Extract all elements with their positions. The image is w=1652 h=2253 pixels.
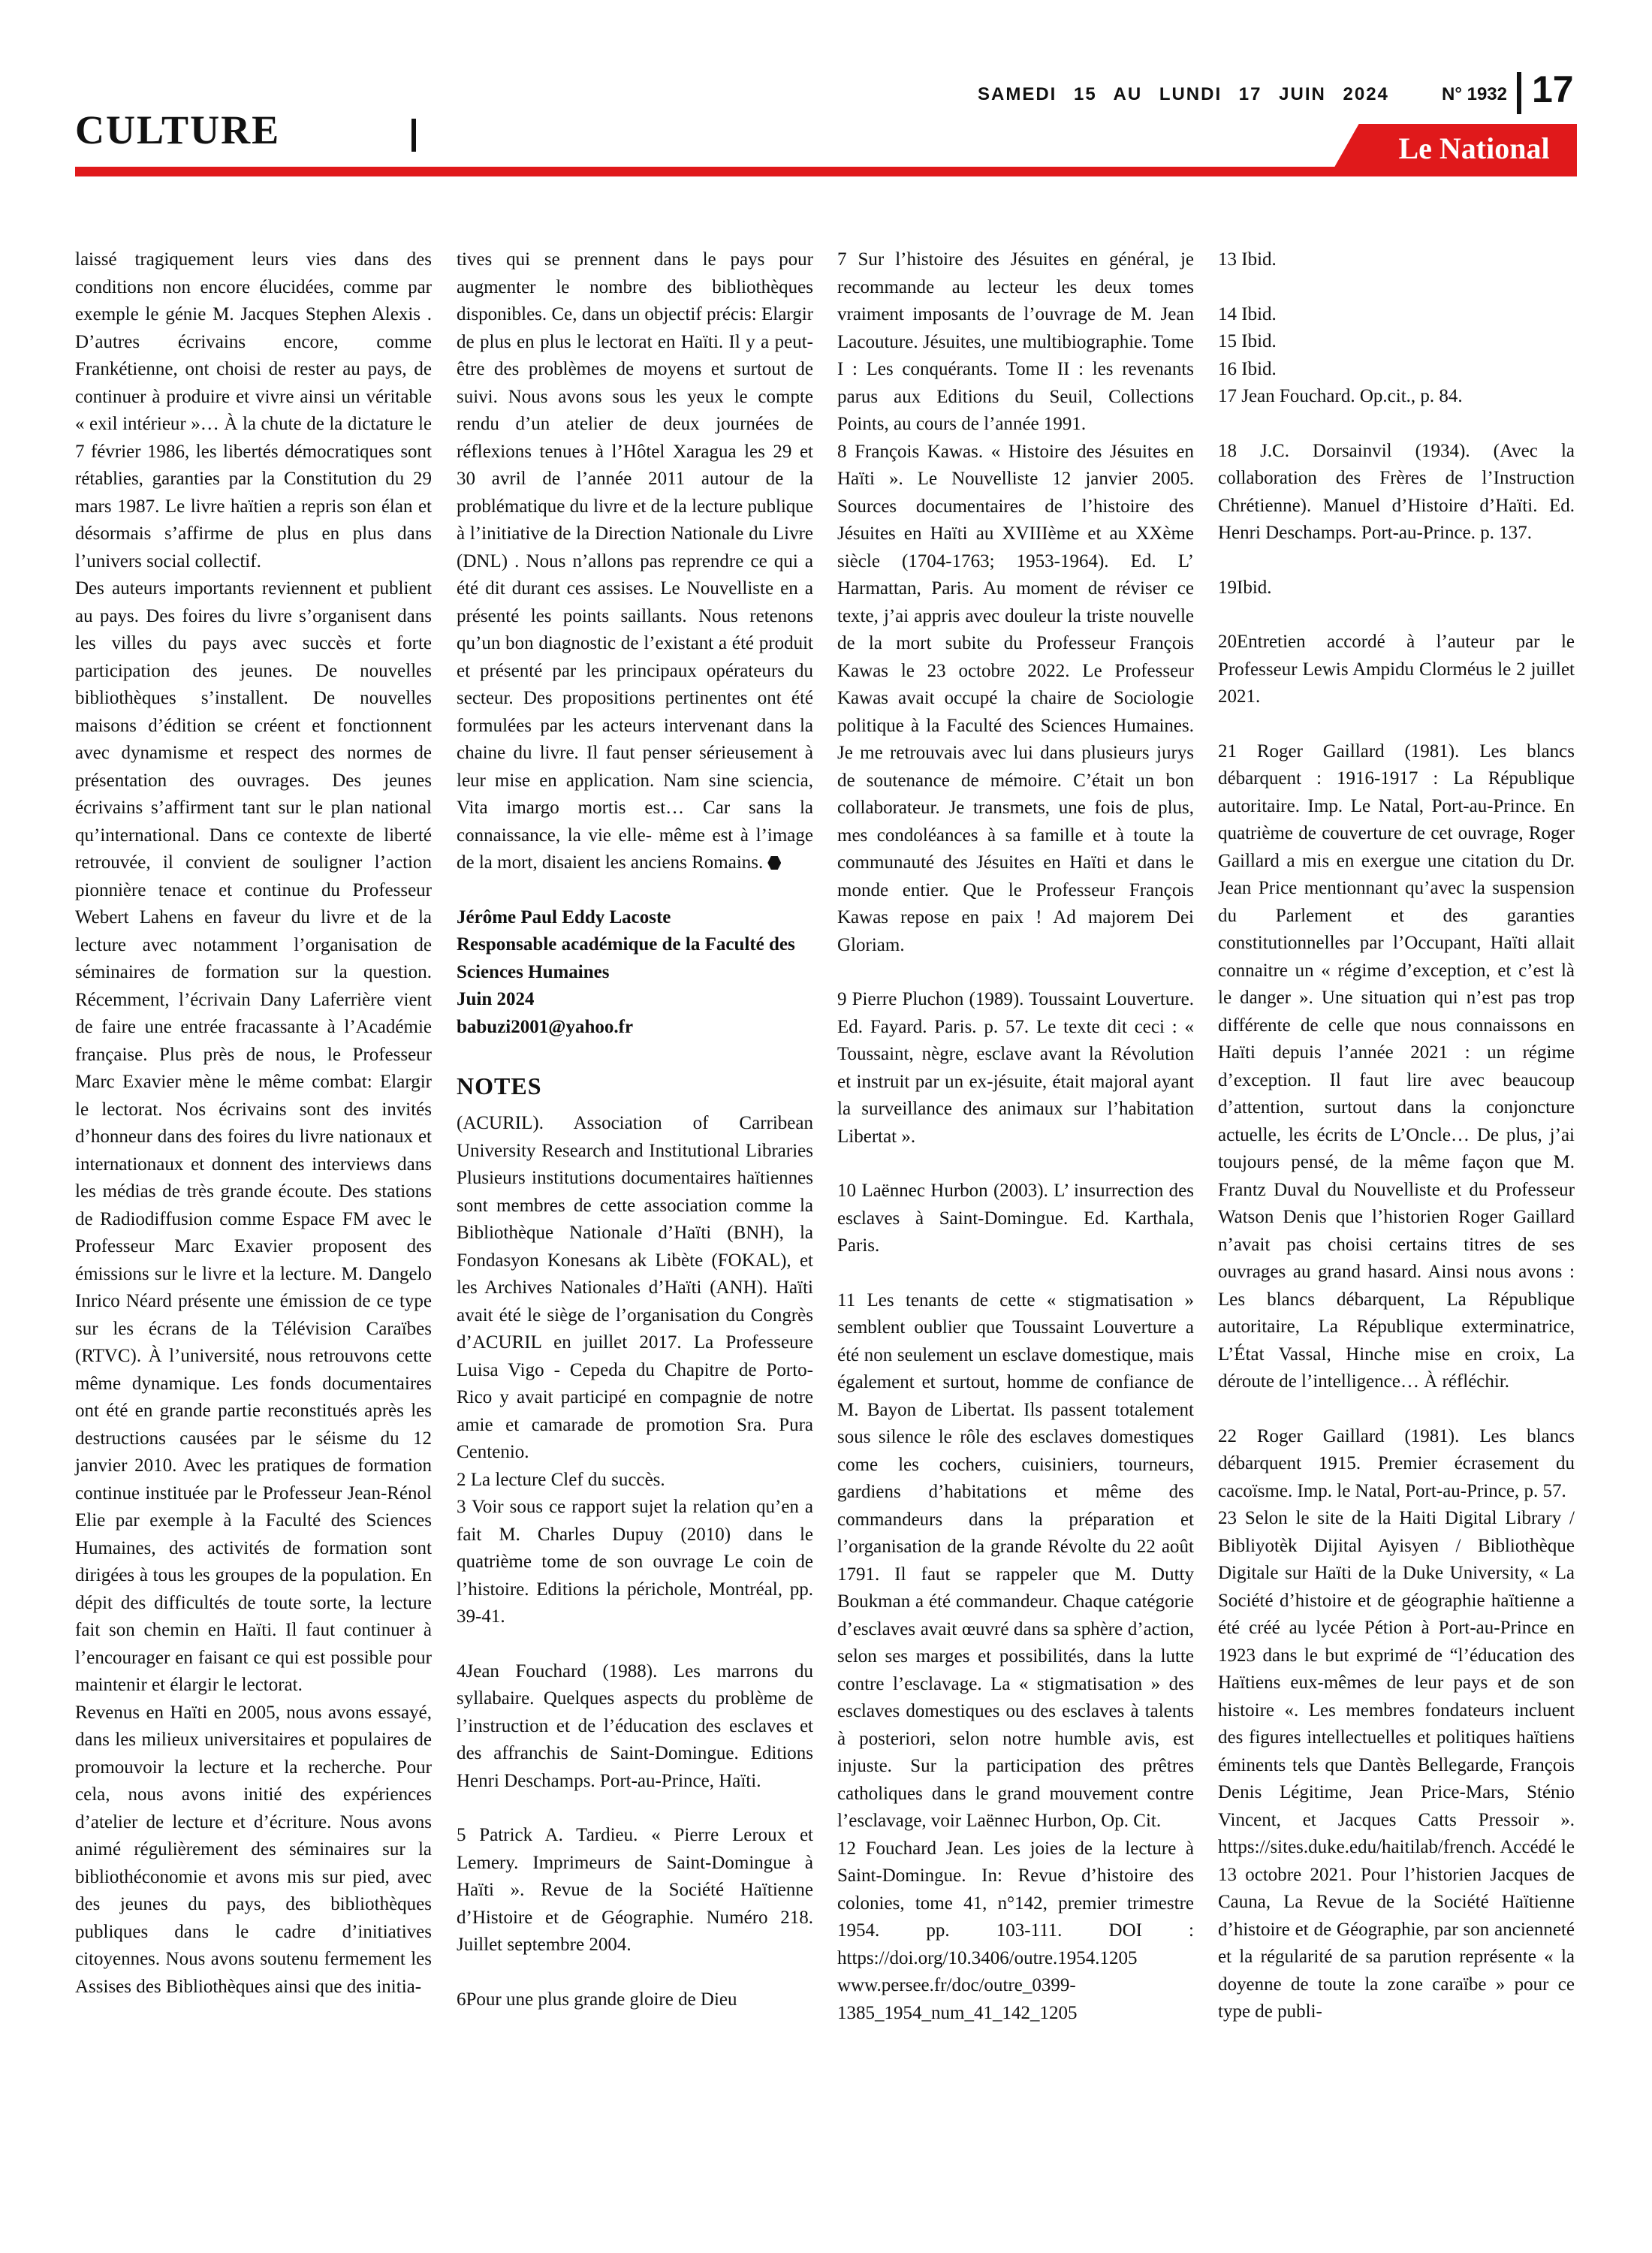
article-paragraph: Des auteurs importants reviennent et publient au pays. Des foires du livre s’organisent dans les villes du pays avec succès et forte participation des jeunes. De nouvelles bibliothèques s’installent. De nouvelles maisons d’édition se créent et fonctionnent avec dynamisme et respect des normes de présentation des ouvrages. Des jeunes écrivains s’affirment tant sur le plan national qu’international. Dans ce contexte de liberté retrouvée, il convient de souligner l’action pionnière tenace et continue du Professeur Webert Lahens en faveur du livre et de la lecture avec notamment l’organisation de séminaires de formation sur la question. Récemment, l’écrivain Dany Laferrière vient de faire une entrée fracassante à l’Académie française. Plus près de nous, le Professeur Marc Exavier mène le même combat: Elargir le lectorat. Nos écrivains sont des invités d’honneur dans des foires du livre nationaux et internationaux et donnent des interviews dans les médias de très grande écoute. Des stations de Radiodiffusion comme Espace FM avec le Professeur Marc Exavier proposent des émissions sur le livre et la lecture. M. Dangelo Inrico Néard présente une émission de ce type sur les écrans de la Télévision Caraïbes (RTVC). À l’université, nous retrouvons cette même dynamique. Les fonds documentaires ont été en grande partie reconstitués après les destructions causées par le séisme du 12 janvier 2010. Avec les pratiques de formation continue instituée par le Professeur Jean-Rénol Elie par exemple à la Faculté des Sciences Humaines, des activités de formation sont dirigées à tous les groupes de la population. En dépit des difficultés de toute sorte, la lecture fait son chemin en Haïti. Il faut continuer à l’encourager en faisant ce qui est possible pour maintenir et élargir le lectorat. (75, 578, 432, 1695)
notes-column-4 (1218, 246, 1575, 2026)
page-number: 17 (1532, 68, 1574, 110)
article-column-1 (75, 246, 432, 2001)
note-item: 17 Jean Fouchard. Op.cit., p. 84. (1218, 386, 1463, 406)
note-item: 9 Pierre Pluchon (1989). Toussaint Louverture. Ed. Fayard. Paris. p. 57. Le texte dit ceci : « Toussaint, nègre, esclave avant la Révolution et instruit par un ex-jésuite, était majoral ayant la surveillance des animaux sur l’habitation Libertat ». (837, 989, 1194, 1147)
author-name: Jérôme Paul Eddy Lacoste (457, 906, 671, 927)
note-item: 18 J.C. Dorsainvil (1934). (Avec la collaboration des Frères de l’Instruction Chrétienne). Manuel d’Histoire d’Haïti. Ed. Henri Deschamps. Port-au-Prince. p. 137. (1218, 440, 1575, 543)
article-paragraph-text: tives qui se prennent dans le pays pour augmenter le nombre des bibliothèques disponibles. Ce, dans un objectif précis: Elargir de plus en plus le lectorat en Haïti. Il y a peut-être des problèmes de moyens et surtout de suivi. Nous avons sous les yeux le compte rendu d’un atelier de deux journées de réflexions tenues à l’Hôtel Xaragua les 29 et 30 avril de l’année 2011 autour de la problématique du livre et de la lecture publique à l’initiative de la Direction Nationale du Livre (DNL) . Nous n’allons pas reprendre ce qui a été dit durant ces assises. Le Nouvelliste en a présenté les points saillants. Nous retenons qu’un bon diagnostic de l’existant a été produit et présenté par les principaux opérateurs du secteur. Des propositions pertinentes ont été formulées par les acteurs intervenant dans la chaine du livre. Il faut penser sérieusement à leur mise en application. Nam sine sciencia, Vita imargo mortis est… Car sans la connaissance, la vie elle- même est à l’image de la mort, disaient les anciens Romains. (457, 249, 813, 873)
note-item: 11 Les tenants de cette « stigmatisation » semblent oublier que Toussaint Louverture a été non seulement un esclave domestique, mais également et surtout, homme de confiance de M. Bayon de Libertat. Ils passent totalement sous silence le rôle des esclaves domestiques come les cochers, cuisiniers, tourneurs, gardiens d’habitations et même des commandeurs dans la préparation et l’organisation de la grande Révolte du 22 août 1791. Il faut se rappeler que M. Dutty Boukman a été commandeur. Chaque catégorie d’esclaves avait œuvré dans sa sphère d’action, selon ses marges et possibilités, dans la lutte contre l’esclavage. La « stigmatisation » des esclaves domestiques ou des esclaves à talents à posteriori, selon notre humble avis, est injuste. Sur la participation des prêtres catholiques dans le grand mouvement contre l’esclavage, voir Laënnec Hurbon, Op. Cit. (837, 1289, 1194, 1831)
page-number-separator (1517, 72, 1521, 114)
end-of-article-icon (767, 856, 781, 870)
note-item: 2 La lecture Clef du succès. (457, 1469, 665, 1490)
note-item: 5 Patrick A. Tardieu. « Pierre Leroux et Lemery. Imprimeurs de Saint-Domingue à Haïti ». Revue de la Société Haïtienne d’Histoire et de Géographie. Numéro 218. Juillet septembre 2004. (457, 1825, 813, 1955)
article-paragraph (457, 246, 813, 877)
note-item: 8 François Kawas. « Histoire des Jésuites en Haïti ». Le Nouvelliste 12 janvier 2005. Sources documentaires de l’histoire des Jésuites en Haïti au XVIIIème et au XXème siècle (1704-1763; 1953-1964). Ed. L’ Harmattan, Paris. Au moment de réviser ce texte, j’ai appris avec douleur la triste nouvelle de la mort subite du Professeur François Kawas le 23 octobre 2022. Le Professeur Kawas avait occupé la chaire de Sociologie politique à la Faculté des Sciences Humaines. Je me retrouvais avec lui dans plusieurs jurys de soutenance de mémoire. C’était un bon collaborateur. Je transmets, une fois de plus, mes condoléances à sa famille et à toute la communauté des Jésuites en Haïti et dans le monde entier. Que le Professeur François Kawas repose en paix ! Ad majorem Dei Gloriam. (837, 441, 1194, 955)
note-item: 22 Roger Gaillard (1981). Les blancs débarquent 1915. Premier écrasement du cacoïsme. Imp. le Natal, Port-au-Prince, p. 57. (1218, 1425, 1575, 1501)
note-item: 21 Roger Gaillard (1981). Les blancs débarquent : 1916-1917 : La République autoritaire. Imp. Le Natal, Port-au-Prince. En quatrième de couverture de cet ouvrage, Roger Gaillard a mis en exergue une citation du Dr. Jean Price mentionnant qu’avec la suspension du Parlement et des garanties constitutionnelles par l’Occupant, Haïti allait connaitre un « régime d’exception, et c’est là le danger ». Une situation qui n’est pas trop différente de celle que nous connaissons en Haïti depuis l’année 2021 : un régime d’exception. Il faut lire avec beaucoup d’attention, surtout dans la conjoncture actuelle, les écrits de L’Oncle… De plus, j’ai toujours pensé, de la même façon que M. Frantz Duval du Nouvelliste et du Professeur Watson Denis que l’historien Roger Gaillard n’avait pas choisi certains titres de ses ouvrages au grand hasard. Ainsi nous avons : Les blancs débarquent, La République autoritaire, La République exterminatrice, L’État Vassal, Hinche mise en croix, La déroute de l’intelligence… À réfléchir. (1218, 740, 1575, 1392)
brand-name: Le National (1398, 131, 1550, 165)
note-item: 23 Selon le site de la Haiti Digital Library / Bibliyotèk Dijital Ayisyen / Bibliothèque Digitale sur Haïti de la Duke University, « La Société d’histoire et de géographie haïtienne a été créé au lycée Pétion à Port-au-Prince en 1923 dans le but exprimé de “l’éducation des Haïtiens eux-mêmes de leur pays et de son histoire «. Les membres fondateurs incluent des figures intellectuelles et politiques haïtiens éminents tels que Dantès Bellegarde, François Denis Légitime, Jean Price-Mars, Sténio Vincent, et Jacques Catts Pressoir ». https://sites.duke.edu/haitilab/french. Accédé le 13 octobre 2021. Pour l’historien Jacques de Cauna, La Revue de la Société Haïtienne d’histoire et de Géographie, par son ancienneté et la régularité de sa parution représente « la doyenne de toute la zone caraïbe » pour ce type de publi- (1218, 1508, 1575, 2022)
author-title: Responsable académique de la Faculté des Sciences Humaines (457, 934, 795, 982)
note-item: 20Entretien accordé à l’auteur par le Professeur Lewis Ampidu Clorméus le 2 juillet 2021. (1218, 632, 1575, 707)
note-item: 15 Ibid. (1218, 331, 1277, 351)
note-item: 6Pour une plus grande gloire de Dieu (457, 1989, 737, 2010)
author-date: Juin 2024 (457, 989, 535, 1009)
page-header (0, 0, 1652, 188)
author-email: babuzi2001@yahoo.fr (457, 1016, 634, 1037)
note-item: 10 Laënnec Hurbon (2003). L’ insurrection des esclaves à Saint-Domingue. Ed. Karthala, Paris. (837, 1181, 1194, 1256)
note-item: 19Ibid. (1218, 577, 1272, 598)
article-paragraph: Revenus en Haïti en 2005, nous avons essayé, dans les milieux universitaires et populaires de promouvoir la lecture et la recherche. Pour cela, nous avons initié des expériences d’atelier de lecture et d’écriture. Nous avons animé régulièrement des séminaires sur la bibliothéconomie et avons mis sur pied, avec des jeunes du pays, des bibliothèques publiques dans le cadre d’initiatives citoyennes. Nous avons soutenu fermement les Assises des Bibliothèques ainsi que des initia- (75, 1702, 432, 1997)
note-item: 12 Fouchard Jean. Les joies de la lecture à Saint-Domingue. In: Revue d’histoire des colonies, tome 41, n°142, premier trimestre 1954. pp. 103-111. DOI : https://doi.org/10.3406/outre.1954.1205 www.persee.fr/doc/outre_0399-1385_1954_num_41_142_1205 (837, 1838, 1194, 2023)
note-item: 7 Sur l’histoire des Jésuites en général, je recommande au lecteur les deux tomes vraiment imposants de l’ouvrage de M. Jean Lacouture. Jésuites, une multibiographie. Tome I : Les conquérants. Tome II : les revenants parus aux Editions du Seuil, Collections Points, au cours de l’année 1991. (837, 249, 1194, 434)
notes-column-3 (837, 246, 1194, 2027)
section-separator (411, 119, 416, 152)
note-item: 3 Voir sous ce rapport sujet la relation qu’en a fait M. Charles Dupuy (2010) dans le quatrième tome de son ouvrage Le coin de l’histoire. Editions la périchole, Montréal, pp. 39-41. (457, 1497, 813, 1627)
dateline: SAMEDI 15 AU LUNDI 17 JUIN 2024 (978, 84, 1389, 104)
article-column-2 (457, 246, 813, 2013)
note-item: 4Jean Fouchard (1988). Les marrons du syllabaire. Quelques aspects du problème de l’instruction et de l’éducation des esclaves et des affranchis de Saint-Domingue. Editions Henri Deschamps. Port-au-Prince, Haïti. (457, 1660, 813, 1791)
note-item: 16 Ibid. (1218, 358, 1277, 379)
note-item: 14 Ibid. (1218, 303, 1277, 324)
notes-heading: NOTES (457, 1072, 542, 1099)
note-item: 13 Ibid. (1218, 249, 1277, 270)
note-item: (ACURIL). Association of Carribean University Research and Institutional Libraries Plusieurs institutions documentaires haïtiennes sont membres de cette association comme la Bibliothèque Nationale d’Haïti (BNH), la Fondasyon Konesans ak Libète (FOKAL), et les Archives Nationales d’Haïti (ANH). Haïti avait été le siège de l’organisation du Congrès d’ACURIL en juillet 2017. La Professeure Luisa Vigo - Cepeda du Chapitre de Porto-Rico y avait participé en compagnie de notre amie et camarade de promotion Sra. Pura Centenio. (457, 1113, 813, 1462)
issue-number: N° 1932 (1442, 84, 1507, 104)
article-paragraph: laissé tragiquement leurs vies dans des conditions non encore élucidées, comme par exemple le génie M. Jacques Stephen Alexis . D’autres écrivains encore, comme Frankétienne, ont choisi de rester au pays, de continuer à produire et vivre ainsi un véritable « exil intérieur »… À la chute de la dictature le 7 février 1986, les libertés démocratiques sont rétablies, garanties par la Constitution du 29 mars 1987. Le livre haïtien a repris son élan et désormais s’affirme de plus en plus dans l’univers social collectif. (75, 249, 432, 572)
section-label: CULTURE (75, 107, 281, 152)
